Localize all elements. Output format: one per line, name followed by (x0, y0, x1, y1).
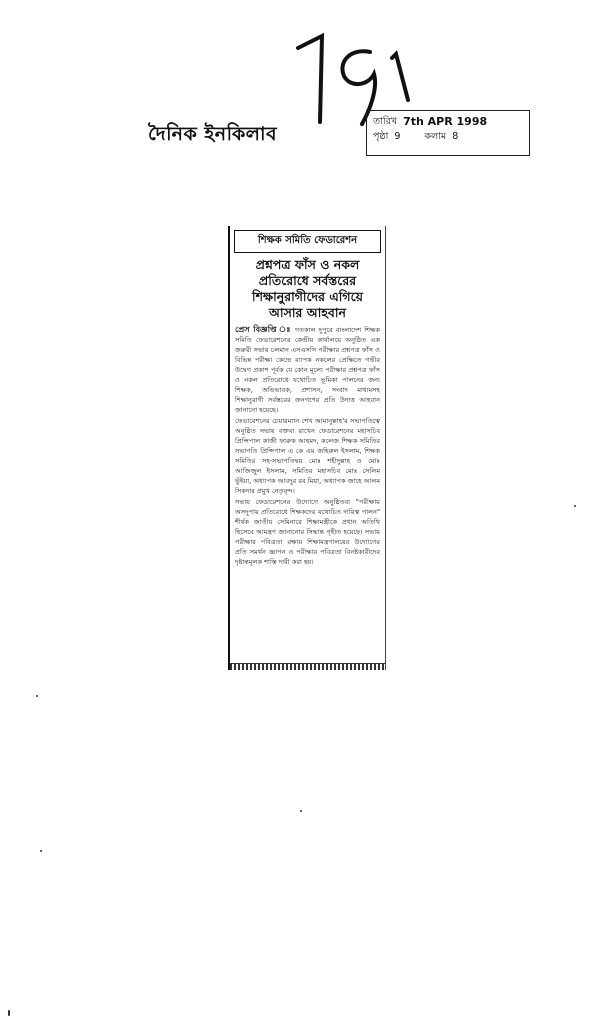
stamp-page-label: পৃষ্ঠা (373, 131, 389, 142)
stamp-date-label: তারিখ (373, 116, 398, 127)
date-stamp (366, 110, 530, 156)
stamp-date-value: 7th APR 1998 (403, 115, 488, 128)
svg-text:191: 191 (292, 30, 294, 31)
article-section: শিক্ষক সমিতি ফেডারেশন (234, 230, 381, 253)
scan-speck (300, 810, 302, 812)
article-paragraph (235, 325, 380, 415)
scan-speck (8, 1010, 10, 1016)
article-body (235, 325, 380, 567)
article-paragraph-text: গতকাল দুপুরে বাংলাদেশ শিক্ষক সমিতি ফেডারেশনের কেন্দ্রীয় কার্যালয়ে অনুষ্ঠিত এক জরুরী সভায় চলমান এসএসসি পরীক্ষার প্রশ্নপত্র ফাঁস ও বিভিন্ন পরীক্ষা কেন্দ্রে ব্যাপক নকলের প্রেক্ষিতে গভীর উদ্বেগ প্রকাশ পূর্বক যে কোন মূল্যে পরীক্ষার প্রশ্নপত্র ফাঁস ও নকল প্রতিরোধে যথোচিত ভূমিকা পালনের জন্য শিক্ষক, অভিভাবক, প্রশাসন, সংবাদ মাধ্যমসহ শিক্ষানুরাগী সর্বস্তরের জনগণের প্রতি উদাত্ত আহবান জানানো হয়েছে। (235, 326, 380, 414)
scan-speck (40, 850, 42, 852)
scan-speck (36, 695, 38, 697)
article-lead: প্রেস বিজ্ঞপ্তি ঃ (235, 325, 292, 334)
clipping-torn-edge (230, 663, 385, 670)
stamp-page-value: 9 (394, 131, 401, 142)
news-clipping (228, 226, 386, 670)
stamp-column-label: কলাম (424, 131, 447, 142)
article-paragraph: ফেডারেশনের চেয়ারম্যান শেখ আমানুল্লাহ'র সভাপতিত্বে অনুষ্ঠিত সভায় বক্তব্য রাখেন ফেডারেশনের মহাসচিব প্রিন্সিপাল কাজী ফারুক আহমদ, কলেজ শিক্ষক সমিতির সভাপতি প্রিন্সিপাল এ কে এম জহিরুল ইসলাম, শিক্ষক সমিতির সহ-সভাপতিদ্বয় মোঃ শহীদুল্লাহ ও মোঃ আজিজুল ইসলাম, সমিতির মহাসচিব মোঃ সেলিম ভুঁইয়া, অধ্যাপক আবদুর রব মিয়া, অধ্যাপক জাহে আলম সিকদার প্রমুখ নেতৃবৃন্দ। (235, 417, 380, 495)
stamp-column-value: 8 (452, 131, 459, 142)
article-paragraph: সভায় ফেডারেশনের উদ্যোগে অনুষ্ঠিতব্য "পরীক্ষায় অসদুপায় প্রতিরোধে শিক্ষকদের যথোচিত দায়িত্ব পালন" শীর্ষক জাতীয় সেমিনারে শিক্ষামন্ত্রীকে প্রধান অতিথি হিসেবে আমন্ত্রণ জানানোর সিদ্ধান্ত গৃহীত হয়েছে। সভায় পরীক্ষার পবিত্রতা রক্ষায় শিক্ষামন্ত্রণালয়ের উদ্যোগের প্রতি সমর্থন জ্ঞাপন ও পরীক্ষার পবিত্রতা বিনষ্টকারীদের দৃষ্টান্তমূলক শাস্তি দাবী করা হয়। (235, 498, 380, 566)
scan-speck (574, 505, 576, 507)
article-headline: প্রশ্নপত্র ফাঁস ও নকল প্রতিরোধে সর্বস্তরের শিক্ষানুরাগীদের এগিয়ে আসার আহবান (252, 257, 363, 320)
newspaper-name: দৈনিক ইনকিলাব (148, 123, 278, 145)
